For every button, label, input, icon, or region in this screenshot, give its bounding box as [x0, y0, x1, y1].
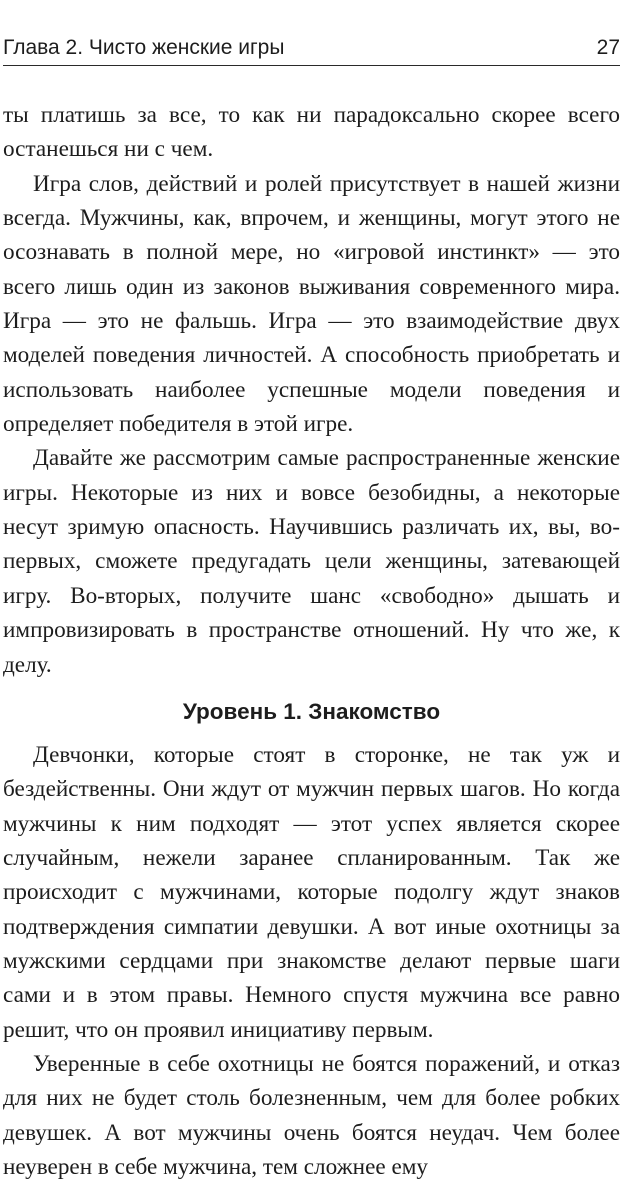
- paragraph: Уверенные в себе охотницы не боятся поражений, и отказ для них не будет столь болезненным, чем для более робких девушек. А вот мужчины очень боятся неудач. Чем более неуверен в себе мужчина, тем сложнее ему: [3, 1050, 620, 1180]
- paragraph: ты платишь за все, то как ни парадоксально скорее всего останешься ни с чем.: [3, 102, 620, 163]
- paragraph: Девчонки, которые стоят в сторонке, не так уж и бездейственны. Они ждут от мужчин первых шагов. Но когда мужчины к ним подходят — этот успех является скорее случайным, нежели заранее спланированным. Так же происходит с мужчинами, которые подолгу ждут знаков подтверждения симпатии девушки. А вот иные охотницы за мужскими сердцами при знакомстве делают первые шаги сами и в этом правы. Немного спустя мужчина все равно решит, что он проявил инициативу первым.: [3, 741, 620, 1043]
- running-header: [3, 33, 620, 66]
- page-number: 27: [596, 36, 620, 59]
- page-body: [3, 98, 620, 1184]
- chapter-title: Глава 2. Чисто женские игры: [3, 36, 285, 59]
- section-heading: Уровень 1. Знакомство: [182, 698, 441, 724]
- paragraph: Давайте же рассмотрим самые распространенные женские игры. Некоторые из них и вовсе безобидны, а некоторые несут зримую опасность. Научившись различать их, вы, во-первых, сможете предугадать цели женщины, затевающей игру. Во-вторых, получите шанс «свободно» дышать и импровизировать в пространстве отношений. Ну что же, к делу.: [3, 445, 620, 678]
- paragraph: Игра слов, действий и ролей присутствует в нашей жизни всегда. Мужчины, как, впрочем, и женщины, могут этого не осознавать в полной мере, но «игровой инстинкт» — это всего лишь один из законов выживания современного мира. Игра — это не фальшь. Игра — это взаимодействие двух моделей поведения личностей. А способность приобретать и использовать наиболее успешные модели поведения и определяет победителя в этой игре.: [3, 170, 620, 438]
